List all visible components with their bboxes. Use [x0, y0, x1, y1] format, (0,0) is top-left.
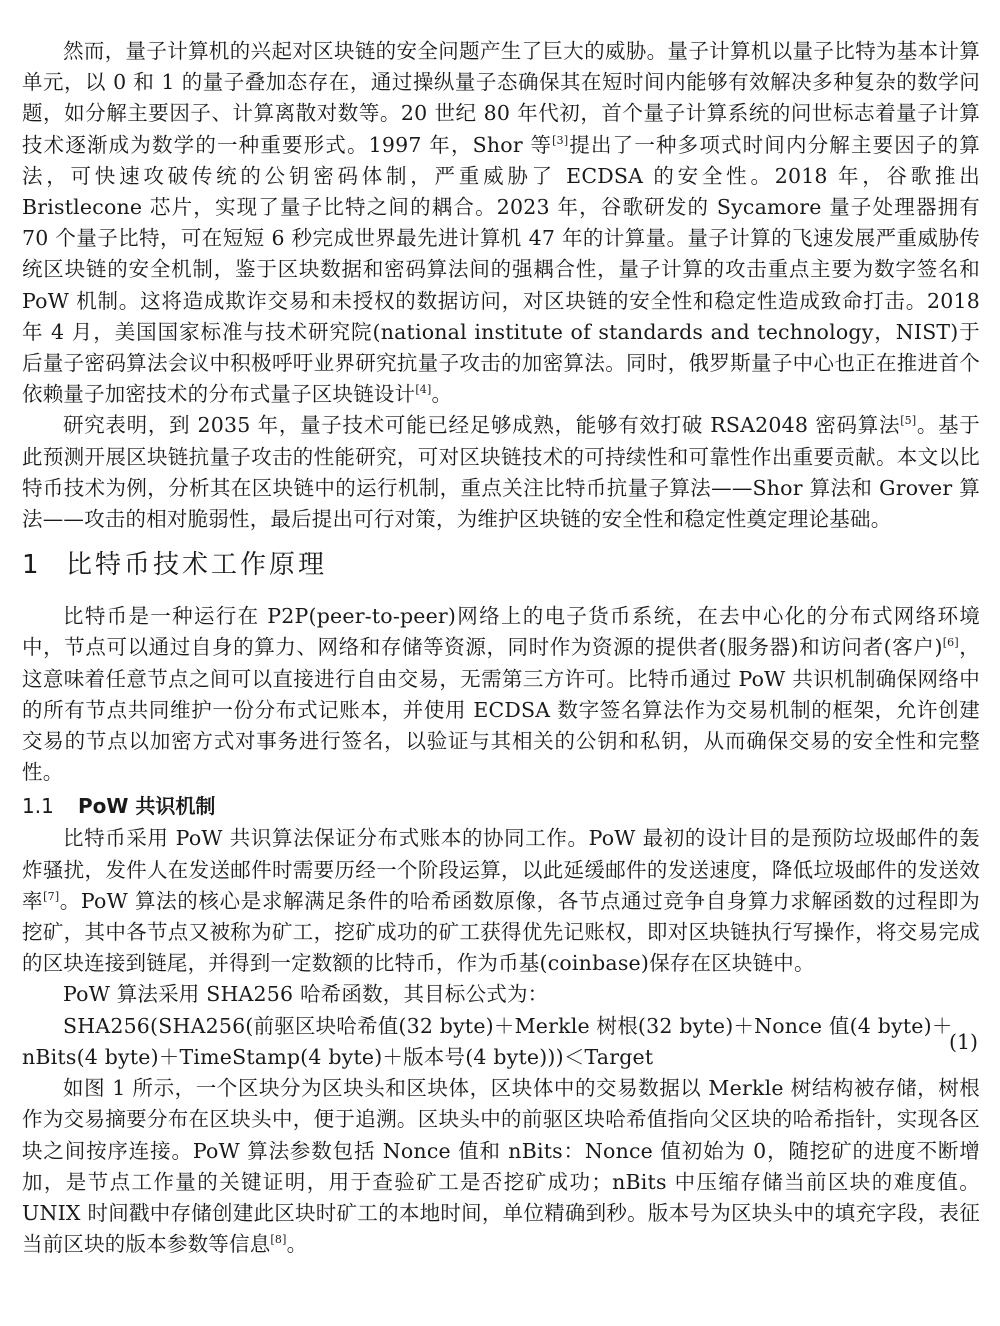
citation-3: [3] [552, 133, 569, 147]
pow-text-2: 。PoW 算法的核心是求解满足条件的哈希函数原像，各节点通过竞争自身算力求解函数的过程即为挖矿，其中各节点又被称为矿工，挖矿成功的矿工获得优先记账权，即对区块链执行写操作，将交易完成的区块连接到链尾，并得到一定数额的比特币，作为币基(coinbase)保存在区块链中。 [22, 888, 981, 976]
section-heading [22, 545, 980, 585]
section-number: 1 [22, 550, 42, 581]
citation-5: [5] [900, 414, 917, 428]
subsection-heading [22, 791, 980, 821]
formula-1 [22, 1011, 980, 1073]
subsection-title: PoW 共识机制 [78, 794, 216, 819]
research-text-2: 。基于此预测开展区块链抗量子攻击的性能研究，可对区块链技术的可持续性和可靠性作出重要贡献。本文以比特币技术为例，分析其在区块链中的运行机制，重点关注比特币抗量子算法——Shor 算法和 Grover 算法——攻击的相对脆弱性，最后提出可行对策，为维护区块链的安全性和稳定性奠定理论基础。 [22, 413, 980, 532]
formula-line-1: SHA256(SHA256(前驱区块哈希值(32 byte)＋Merkle 树根(32 byte)＋Nonce 值(4 byte)＋ [63, 1013, 953, 1038]
pow-text-1: 比特币采用 PoW 共识算法保证分布式账本的协同工作。PoW 最初的设计目的是预防垃圾邮件的轰炸骚扰，发件人在发送邮件时需要历经一个阶段运算，以此延缓邮件的发送速度，降低垃圾邮件的发送效率 [22, 826, 980, 913]
intro-paragraph [22, 36, 980, 410]
sha-intro-paragraph: PoW 算法采用 SHA256 哈希函数，其目标公式为： [63, 982, 549, 1007]
block-text-2: 。 [286, 1232, 308, 1257]
bitcoin-paragraph [22, 601, 980, 788]
citation-4: [4] [415, 383, 432, 397]
block-structure-paragraph [22, 1073, 980, 1260]
subsection-number: 1.1 [22, 794, 54, 819]
formula-line-2: nBits(4 byte)＋TimeStamp(4 byte)＋版本号(4 byte)))＜Target [22, 1044, 654, 1069]
pow-paragraph [22, 823, 980, 979]
citation-8: [8] [270, 1233, 287, 1247]
intro-text-2: 提出了一种多项式时间内分解主要因子的算法，可快速攻破传统的公钥密码体制，严重威胁了 ECDSA 的安全性。2018 年，谷歌推出 Bristlecone 芯片，实现了量子比特之间的耦合。2023 年，谷歌研发的 Sycamore 量子处理器拥有 70 个量子比特，可在短短 6 秒完成世界最先进计算机 47 年的计算量。量子计算的飞速发展严重威胁传统区块链的安全机制，鉴于区块数据和密码算法间的强耦合性，量子计算的攻击重点主要为数字签名和 PoW 机制。这将造成欺诈交易和未授权的数据访问，对区块链的安全性和稳定性造成致命打击。2018 年 4 月，美国国家标准与技术研究院(national institute of standards and technology，NIST)于后量子密码算法会议中积极呼吁业界研究抗量子攻击的加密算法。同时，俄罗斯量子中心也正在推进首个依赖量子加密技术的分布式量子区块链设计 [22, 132, 980, 407]
research-text-1: 研究表明，到 2035 年，量子技术可能已经足够成熟，能够有效打破 RSA2048 密码算法 [63, 413, 901, 438]
equation-number: (1) [948, 1029, 978, 1054]
citation-6: [6] [942, 636, 959, 650]
intro-text-1: 然而，量子计算机的兴起对区块链的安全问题产生了巨大的威胁。量子计算机以量子比特为基本计算单元，以 0 和 1 的量子叠加态存在，通过操纵量子态确保其在短时间内能够有效解决多种复杂的数学问题，如分解主要因子、计算离散对数等。20 世纪 80 年代初，首个量子计算系统的问世标志着量子计算技术逐渐成为数学的一种重要形式。1997 年，Shor 等 [22, 39, 980, 157]
block-text-1: 如图 1 所示，一个区块分为区块头和区块体，区块体中的交易数据以 Merkle 树结构被存储，树根作为交易摘要分布在区块头中，便于追溯。区块头中的前驱区块哈希值指向父区块的哈希指针，实现各区块之间按序连接。PoW 算法参数包括 Nonce 值和 nBits：Nonce 值初始为 0，随挖矿的进度不断增加，是节点工作量的关键证明，用于查验矿工是否挖矿成功；nBits 中压缩存储当前区块的难度值。UNIX 时间戳中存储创建此区块时矿工的本地时间，单位精确到秒。版本号为区块头中的填充字段，表征当前区块的版本参数等信息 [22, 1076, 980, 1257]
citation-7: [7] [43, 890, 60, 904]
research-paragraph [22, 410, 980, 535]
section-title: 比特币技术工作原理 [66, 550, 328, 581]
bitcoin-text-2: ，这意味着任意节点之间可以直接进行自由交易，无需第三方许可。比特币通过 PoW 共识机制确保网络中的所有节点共同维护一份分布式记账本，并使用 ECDSA 数字签名算法作为交易机制的框架，允许创建交易的节点以加密方式对事务进行签名，以验证与其相关的公钥和私钥，从而确保交易的安全性和完整性。 [22, 635, 980, 785]
bitcoin-text-1: 比特币是一种运行在 P2P(peer-to-peer)网络上的电子货币系统，在去中心化的分布式网络环境中，节点可以通过自身的算力、网络和存储等资源，同时作为资源的提供者(服务器)和访问者(客户) [22, 604, 980, 660]
paper-page [22, 36, 980, 1260]
intro-text-3: 。 [431, 382, 453, 407]
